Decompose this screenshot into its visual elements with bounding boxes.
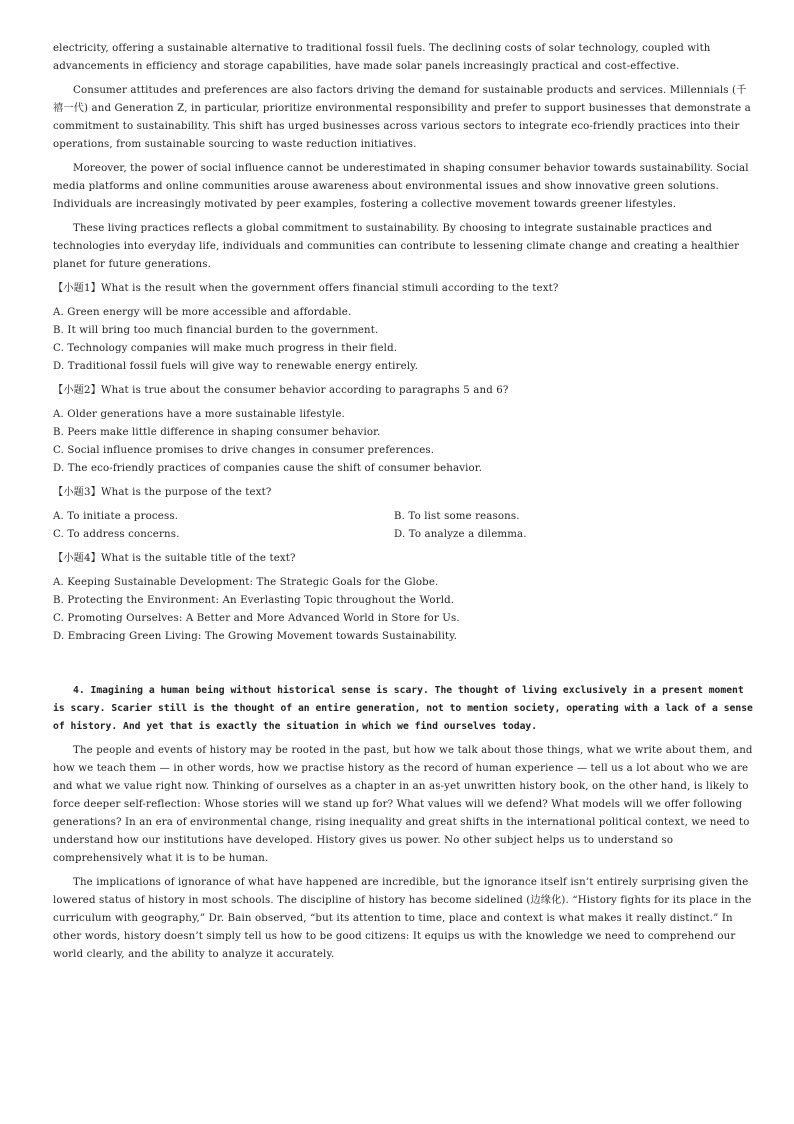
- option-b: B. To list some reasons.: [394, 511, 520, 522]
- option-a: A. Green energy will be more accessible and affordable.: [53, 307, 352, 318]
- passage-paragraph: These living practices reflects a global commitment to sustainability. By choosing to integrate sustainable practices and technologies into everyday life, individuals and communities can contribute to lessening climate change and creating a healthier planet for future generations.: [53, 223, 740, 270]
- passage-paragraph: Moreover, the power of social influence cannot be underestimated in shaping consumer behavior towards sustainability. Social media platforms and online communities arouse awareness about environmental issues and show innovative green solutions. Individuals are increasingly motivated by peer examples, fostering a collective movement towards greener lifestyles.: [53, 163, 749, 210]
- option-b: B. It will bring too much financial burden to the government.: [53, 325, 379, 336]
- option-c: C. Promoting Ourselves: A Better and More Advanced World in Store for Us.: [53, 613, 460, 624]
- option-c: C. To address concerns.: [53, 529, 180, 540]
- option-a: A. Older generations have a more sustainable lifestyle.: [53, 409, 345, 420]
- question-options-3: [53, 508, 753, 544]
- option-a: A. To initiate a process.: [53, 511, 179, 522]
- option-d: D. To analyze a dilemma.: [394, 529, 527, 540]
- section-gap: [53, 652, 753, 682]
- passage-4-intro: 4. Imagining a human being without historical sense is scary. The thought of living exclusively in a present moment is scary. Scarier still is the thought of an entire generation, not to mention society, operating with a lack of a sense of history. And yet that is exactly the situation in which we find ourselves today.: [53, 685, 753, 732]
- option-d: D. Embracing Green Living: The Growing Movement towards Sustainability.: [53, 631, 458, 642]
- option-d: D. The eco-friendly practices of companies cause the shift of consumer behavior.: [53, 463, 483, 474]
- option-b: B. Peers make little difference in shaping consumer behavior.: [53, 427, 381, 438]
- question-options-2: [53, 406, 753, 478]
- option-b: B. Protecting the Environment: An Everlasting Topic throughout the World.: [53, 595, 455, 606]
- option-c: C. Technology companies will make much progress in their field.: [53, 343, 398, 354]
- passage-paragraph: The implications of ignorance of what have happened are incredible, but the ignorance itself isn’t entirely surprising given the lowered status of history in most schools. The discipline of history has become sidelined (边缘化). “History fights for its place in the curriculum with geography,” Dr. Bain observed, “but its attention to time, place and context is what makes it really distinct.” In other words, history doesn’t simply tell us how to be good citizens: It equips us with the knowledge we need to comprehend our world clearly, and the ability to analyze it accurately.: [53, 877, 752, 960]
- question-stem-3: 【小题3】What is the purpose of the text?: [53, 487, 272, 498]
- question-stem-2: 【小题2】What is true about the consumer behavior according to paragraphs 5 and 6?: [53, 385, 509, 396]
- option-d: D. Traditional fossil fuels will give way to renewable energy entirely.: [53, 361, 419, 372]
- passage-paragraph: Consumer attitudes and preferences are also factors driving the demand for sustainable products and services. Millennials (千禧一代) and Generation Z, in particular, prioritize environmental responsibility and prefer to support businesses that demonstrate a commitment to sustainability. This shift has urged businesses across various sectors to integrate eco-friendly practices into their operations, from sustainable sourcing to waste reduction initiatives.: [53, 85, 751, 150]
- question-stem-1: 【小题1】What is the result when the government offers financial stimuli according to the text?: [53, 283, 559, 294]
- document-page: [53, 40, 753, 970]
- question-options-1: [53, 304, 753, 376]
- question-options-4: [53, 574, 753, 646]
- passage-paragraph: The people and events of history may be rooted in the past, but how we talk about those things, what we write about them, and how we teach them — in other words, how we practise history as the record of human experience — tell us a lot about who we are and what we value right now. Thinking of ourselves as a chapter in an as-yet unwritten history book, on the other hand, is likely to force deeper self-reflection: Whose stories will we stand up for? What values will we defend? What models will we offer following generations? In an era of environmental change, rising inequality and great shifts in the international political context, we need to understand how our institutions have developed. History gives us power. No other subject helps us to understand so comprehensively what it is to be human.: [53, 745, 753, 864]
- option-c: C. Social influence promises to drive changes in consumer preferences.: [53, 445, 435, 456]
- question-stem-4: 【小题4】What is the suitable title of the text?: [53, 553, 296, 564]
- passage-paragraph: electricity, offering a sustainable alternative to traditional fossil fuels. The declining costs of solar technology, coupled with advancements in efficiency and storage capabilities, have made solar panels increasingly practical and cost-effective.: [53, 43, 711, 72]
- option-a: A. Keeping Sustainable Development: The Strategic Goals for the Globe.: [53, 577, 439, 588]
